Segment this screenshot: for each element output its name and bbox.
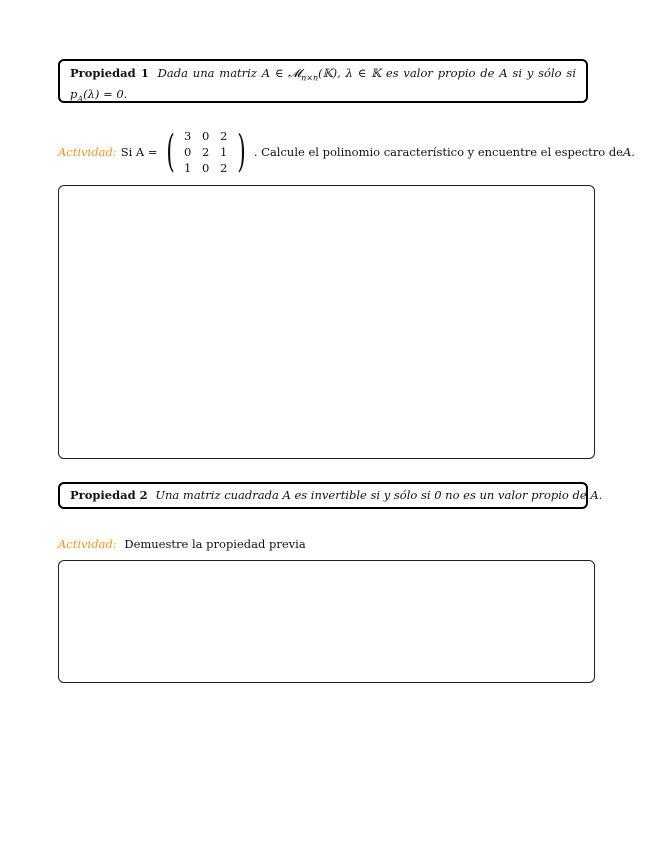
right-paren: ) xyxy=(236,126,246,177)
matrix-grid xyxy=(179,128,233,176)
property-2-statement: Una matriz cuadrada A es invertible si y sólo si 0 no es un valor propio de A. xyxy=(155,488,603,502)
matrix-cell: 3 xyxy=(184,129,192,143)
property-1-box xyxy=(58,59,588,103)
property-2-title: Propiedad 2 xyxy=(70,488,148,502)
matrix-cell: 2 xyxy=(202,145,210,159)
matrix-cell: 2 xyxy=(220,129,228,143)
matrix-cell: 1 xyxy=(184,161,192,175)
matrix-cell: 0 xyxy=(202,129,210,143)
activity-1-prefix: Si A = xyxy=(120,145,158,159)
activity-1-var: A xyxy=(622,145,632,159)
left-paren: ( xyxy=(165,126,175,177)
activity-2-text: Demuestre la propiedad previa xyxy=(124,537,306,551)
matrix-cell: 2 xyxy=(220,161,228,175)
matrix-cell: 1 xyxy=(220,145,228,159)
activity-2 xyxy=(58,536,306,552)
matrix-cell: 0 xyxy=(184,145,192,159)
activity-1-suffix: . Calcule el polinomio característico y encuentre el espectro de xyxy=(253,145,623,159)
activity-1-label: Actividad: xyxy=(58,145,117,159)
activity-1-end: . xyxy=(631,145,635,159)
activity-2-label: Actividad: xyxy=(58,537,117,551)
answer-box-1[interactable] xyxy=(58,185,595,459)
property-1-statement: Dada una matriz A ∈ 𝓜$_{n\times n}$(𝕂), λ ∈ 𝕂 es valor propio de A si y sólo si $p_A(\lambda) = 0$. xyxy=(70,66,576,104)
property-1-title: Propiedad 1 xyxy=(70,66,149,80)
matrix-cell: 0 xyxy=(202,161,210,175)
answer-box-2[interactable] xyxy=(58,560,595,683)
property-2-box xyxy=(58,482,603,509)
activity-1 xyxy=(58,124,635,180)
matrix-A xyxy=(162,128,250,176)
